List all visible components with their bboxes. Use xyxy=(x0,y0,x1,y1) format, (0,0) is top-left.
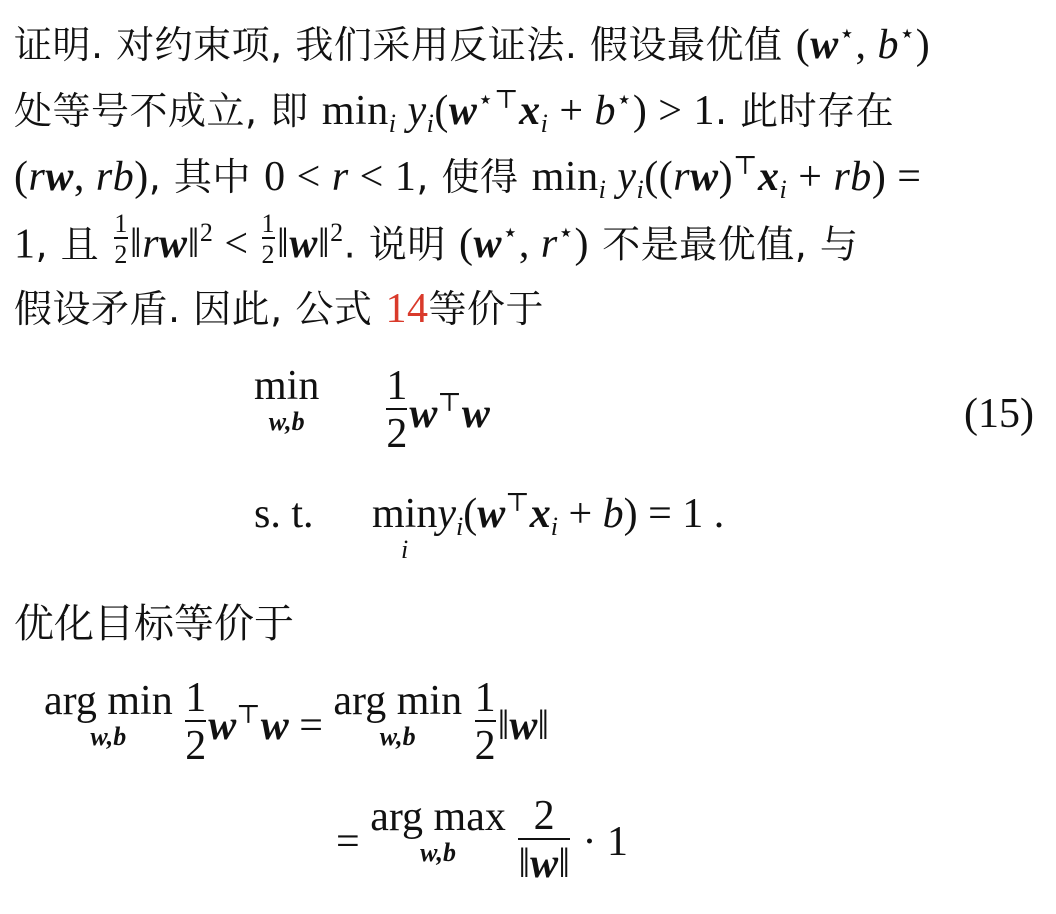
argmax-operator: arg max w,b xyxy=(370,794,506,868)
proof-text-2tail: . 此时存在 xyxy=(715,89,895,133)
math-wstar-bstar: (w⋆, b⋆) xyxy=(795,19,931,68)
argmin-equation-line-1: arg min w,b $\frac{1}{2}$ w⊤w = arg min w,b $\frac{1}{2}$ ‖w‖ xyxy=(44,675,550,770)
proof-text-5b: 等价于 xyxy=(428,287,545,331)
proof-paragraph xyxy=(14,12,1044,342)
objective-min-operator: min w,b xyxy=(254,363,320,436)
proof-text-4a: , 且 xyxy=(35,222,100,267)
constraint-min-operator: min i xyxy=(372,491,438,564)
math-wstar-rstar: (w⋆, r⋆) xyxy=(459,218,589,268)
equation-15-constraint: s. t. min i $y_i(w^⊤x_i + b) = 1$ . xyxy=(254,488,725,564)
argmin-operator-2: arg min w,b xyxy=(333,678,463,752)
argmin-operator-1: arg min w,b xyxy=(44,678,173,752)
subject-to-label: s. t. xyxy=(254,491,314,537)
fraction-one-half: $\frac{1}{2}$ xyxy=(386,363,408,458)
proof-text-4b: . 说明 xyxy=(343,222,446,267)
proof-line-1 xyxy=(14,12,1044,78)
math-min-constraint-gt1: $\min_i y_i(w^{⋆⊤}x_i + b^⋆) > 1$ xyxy=(321,85,715,138)
proof-line-5 xyxy=(14,276,1044,342)
fraction-two-over-norm: $\frac{2}{‖w‖}$ xyxy=(518,793,570,888)
proof-text-5a: 假设矛盾. 因此, 公式 xyxy=(14,287,373,331)
equation-reference-link[interactable]: 14 xyxy=(385,286,429,332)
math-rw-rb: (rw, rb) xyxy=(14,154,149,200)
proof-line-4 xyxy=(14,210,1044,276)
equation-number-15: (15) xyxy=(964,391,1034,437)
proof-text-4c: 不是最优值, 与 xyxy=(602,222,859,267)
argmin-equation-line-2: = arg max w,b $\frac{2}{‖w‖}$ · 1 xyxy=(336,793,628,888)
math-norm-inequality: $\frac{1}{2}$ ‖rw‖$^2$ < $\frac{1}{2}$ ‖w‖$^2$ xyxy=(114,209,344,270)
math-min-scaled-eq: $\min_i y_i((rw)^⊤x_i + rb)$ = xyxy=(531,151,922,204)
proof-line-3 xyxy=(14,144,1044,210)
proof-text-3b: , 使得 xyxy=(416,155,519,199)
fraction-one-half-3: $\frac{1}{2}$ xyxy=(474,675,496,770)
proof-text-1a: 证明. 对约束项, 我们采用反证法. 假设最优值 xyxy=(14,23,783,67)
math-r-range: 0 < r < 1 xyxy=(264,154,417,200)
middle-text: 优化目标等价于 xyxy=(14,601,294,647)
proof-text-1b: 处等号不成立, 即 xyxy=(14,89,309,133)
proof-line-2 xyxy=(14,78,1044,144)
math-one: 1 xyxy=(14,221,36,268)
proof-text-3a: , 其中 xyxy=(148,155,251,199)
equation-15-objective: min w,b $\frac{1}{2}$ w⊤w xyxy=(254,363,490,458)
fraction-one-half-2: $\frac{1}{2}$ xyxy=(185,675,207,770)
